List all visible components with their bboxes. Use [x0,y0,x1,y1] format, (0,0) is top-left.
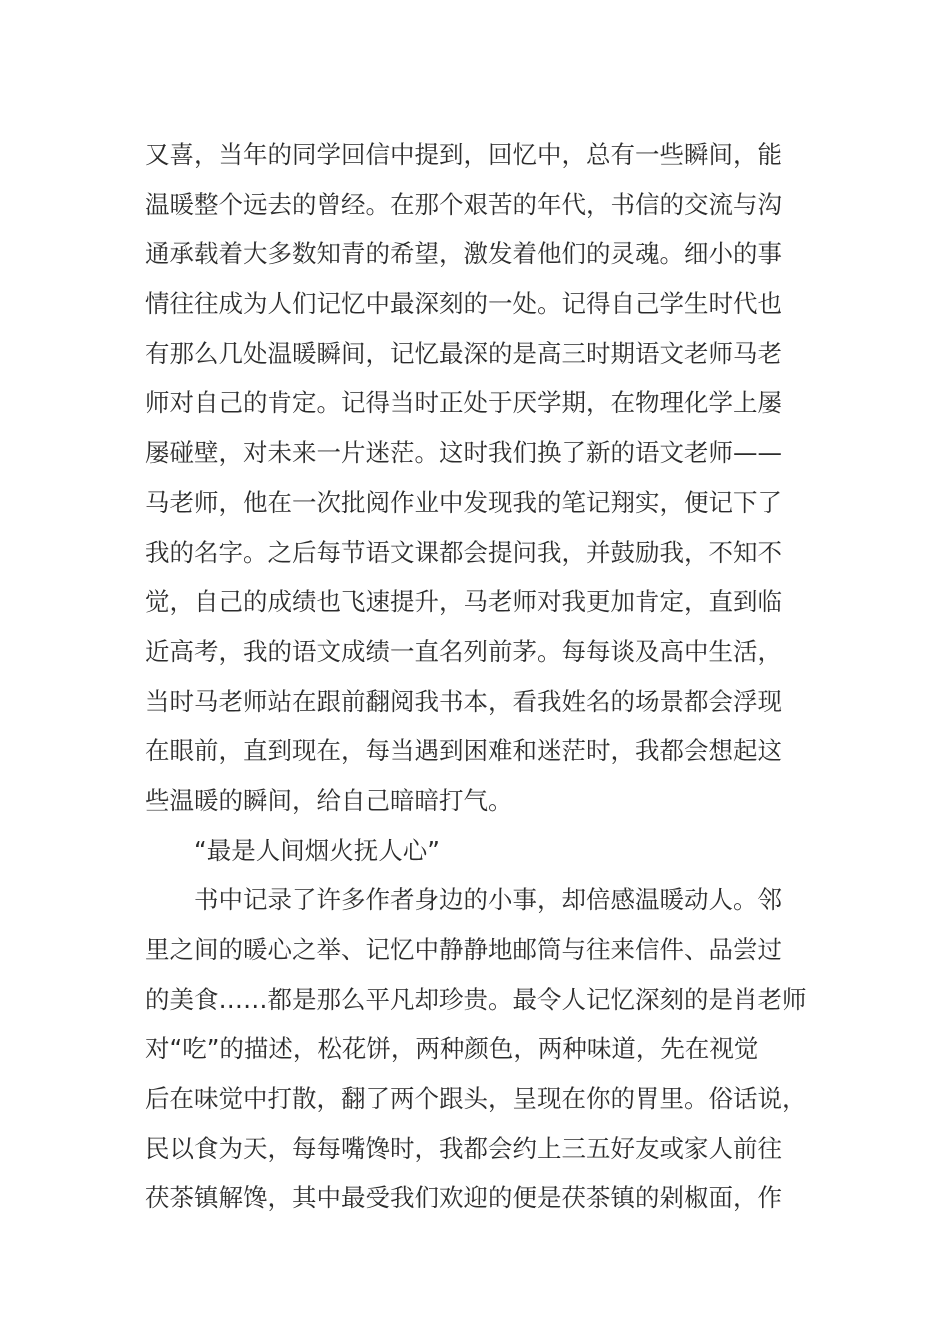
text-line: 茯茶镇解馋，其中最受我们欢迎的便是茯茶镇的剁椒面，作 [145,1183,782,1213]
text-line: 些温暖的瞬间，给自己暗暗打气。 [145,785,513,815]
text-line: 在眼前，直到现在，每当遇到困难和迷茫时，我都会想起这 [145,736,782,766]
text-line: 我的名字。之后每节语文课都会提问我，并鼓励我，不知不 [145,537,782,567]
text-line: 后在味觉中打散，翻了两个跟头，呈现在你的胃里。俗话说， [145,1084,807,1114]
text-line: 又喜，当年的同学回信中提到，回忆中，总有一些瞬间，能 [145,140,782,169]
text-line: 温暖整个远去的曾经。在那个艰苦的年代，书信的交流与沟 [145,189,782,219]
text-line: 书中记录了许多作者身边的小事，却倍感温暖动人。邻 [194,885,782,915]
section-heading: “最是人间烟火抚人心” [194,835,440,865]
text-line: 里之间的暖心之举、记忆中静静地邮筒与往来信件、品尝过 [145,935,782,964]
text-line: 对“吃”的描述，松花饼，两种颜色，两种味道，先在视觉 [145,1034,759,1064]
text-line: 通承载着大多数知青的希望，激发着他们的灵魂。细小的事 [145,239,782,269]
text-line: 马老师，他在一次批阅作业中发现我的笔记翔实，便记下了 [145,487,782,517]
paragraph-2 [145,875,805,1223]
text-line: 情往往成为人们记忆中最深刻的一处。记得自己学生时代也 [145,289,782,319]
paragraph-1 [145,130,805,826]
text-line: 屡碰壁，对未来一片迷茫。这时我们换了新的语文老师—— [145,438,782,468]
text-line: 觉，自己的成绩也飞速提升，马老师对我更加肯定，直到临 [145,587,782,617]
text-line: 有那么几处温暖瞬间，记忆最深的是高三时期语文老师马老 [145,338,782,368]
document-body [145,130,805,1223]
text-line: 近高考，我的语文成绩一直名列前茅。每每谈及高中生活， [145,636,782,666]
text-line: 当时马老师站在跟前翻阅我书本，看我姓名的场景都会浮现 [145,686,782,716]
text-line: 的美食……都是那么平凡却珍贵。最令人记忆深刻的是肖老师 [145,984,807,1014]
text-line: 民以食为天，每每嘴馋时，我都会约上三五好友或家人前往 [145,1133,782,1163]
text-line: 师对自己的肯定。记得当时正处于厌学期，在物理化学上屡 [145,388,782,418]
